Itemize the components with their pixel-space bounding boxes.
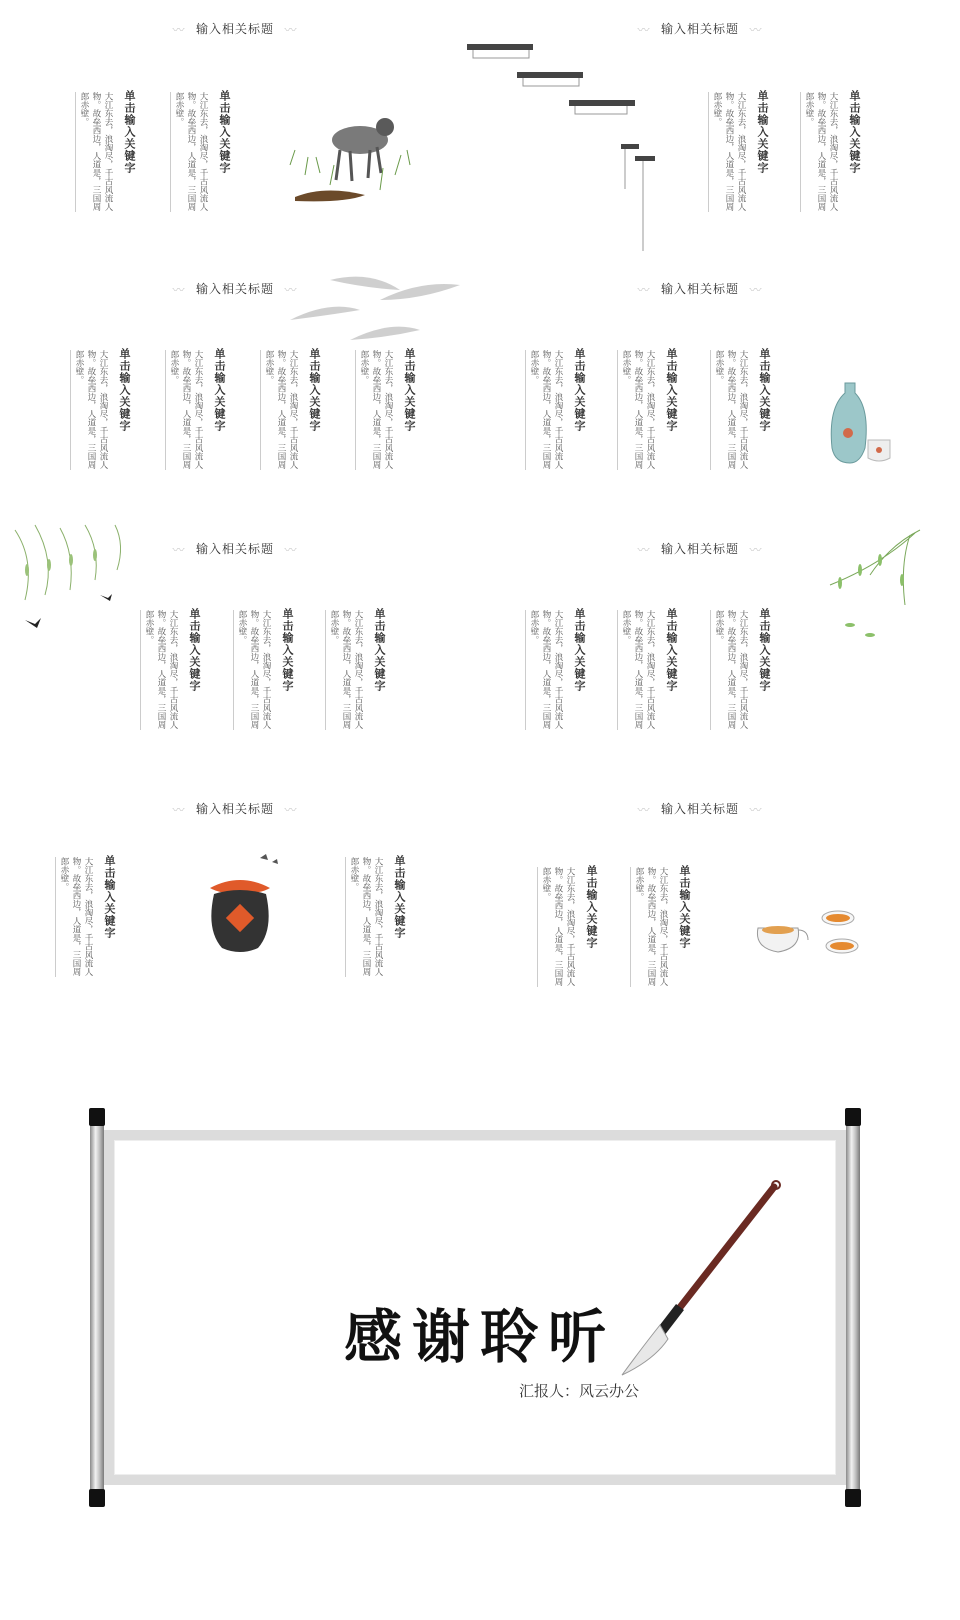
slide-title: 〰 输入相关标题 〰 <box>465 540 935 557</box>
block-body: 大江东去，浪淘尽，千古风流人物。故垒西边，人道是，三国周郎赤壁。 <box>630 867 669 987</box>
slide-title: 〰 输入相关标题 〰 <box>0 280 470 297</box>
text-block[interactable] <box>260 348 330 478</box>
cloud-icon: 〰 <box>284 22 298 37</box>
slide-3 <box>0 260 470 515</box>
text-block[interactable] <box>710 608 780 738</box>
block-heading: 单击输入关键字 <box>123 90 136 174</box>
willow-swallows-illustration <box>5 520 150 640</box>
cloud-icon: 〰 <box>637 282 651 297</box>
cloud-icon: 〰 <box>637 22 651 37</box>
block-body: 大江东去，浪淘尽，千古风流人物。故垒西边，人道是，三国周郎赤壁。 <box>708 92 747 212</box>
block-body: 大江东去，浪淘尽，千古风流人物。故垒西边，人道是，三国周郎赤壁。 <box>70 350 109 470</box>
block-body: 大江东去，浪淘尽，千古风流人物。故垒西边，人道是，三国周郎赤壁。 <box>617 350 656 470</box>
cloud-icon: 〰 <box>749 282 763 297</box>
slide-4 <box>465 260 935 515</box>
block-heading: 单击输入关键字 <box>393 855 406 939</box>
scroll-paper <box>104 1130 846 1485</box>
cloud-icon: 〰 <box>284 282 298 297</box>
block-heading: 单击输入关键字 <box>218 90 231 174</box>
block-heading: 单击输入关键字 <box>308 348 321 432</box>
text-block[interactable] <box>75 90 145 220</box>
block-heading: 单击输入关键字 <box>756 90 769 174</box>
cloud-icon: 〰 <box>172 22 186 37</box>
slide-5 <box>0 520 470 775</box>
cloud-icon: 〰 <box>172 542 186 557</box>
block-heading: 单击输入关键字 <box>573 348 586 432</box>
block-heading: 单击输入关键字 <box>373 608 386 692</box>
text-block[interactable] <box>355 348 425 478</box>
text-block[interactable] <box>617 608 687 738</box>
block-body: 大江东去，浪淘尽，千古风流人物。故垒西边，人道是，三国周郎赤壁。 <box>537 867 576 987</box>
text-block[interactable] <box>70 348 140 478</box>
block-body: 大江东去，浪淘尽，千古风流人物。故垒西边，人道是，三国周郎赤壁。 <box>710 610 749 730</box>
block-body: 大江东去，浪淘尽，千古风流人物。故垒西边，人道是，三国周郎赤壁。 <box>355 350 394 470</box>
block-heading: 单击输入关键字 <box>213 348 226 432</box>
scroll-roller-left <box>90 1110 104 1505</box>
text-block[interactable] <box>165 348 235 478</box>
block-heading: 单击输入关键字 <box>665 348 678 432</box>
block-heading: 单击输入关键字 <box>103 855 116 939</box>
thanks-scroll <box>90 1110 860 1505</box>
text-block[interactable] <box>325 608 395 738</box>
slide-title: 〰 输入相关标题 〰 <box>465 20 935 37</box>
block-body: 大江东去，浪淘尽，千古风流人物。故垒西边，人道是，三国周郎赤壁。 <box>800 92 839 212</box>
slide-1 <box>0 0 470 255</box>
block-heading: 单击输入关键字 <box>403 348 416 432</box>
slide-title: 〰 输入相关标题 〰 <box>465 800 935 817</box>
text-block[interactable] <box>345 855 415 985</box>
cloud-icon: 〰 <box>749 22 763 37</box>
block-body: 大江东去，浪淘尽，千古风流人物。故垒西边，人道是，三国周郎赤壁。 <box>233 610 272 730</box>
slide-title: 〰 输入相关标题 〰 <box>465 280 935 297</box>
text-block[interactable] <box>140 608 210 738</box>
block-body: 大江东去，浪淘尽，千古风流人物。故垒西边，人道是，三国周郎赤壁。 <box>710 350 749 470</box>
block-heading: 单击输入关键字 <box>758 348 771 432</box>
cloud-icon: 〰 <box>172 282 186 297</box>
willow-branch-illustration <box>810 525 925 650</box>
cloud-icon: 〰 <box>637 542 651 557</box>
block-heading: 单击输入关键字 <box>678 865 691 949</box>
block-heading: 单击输入关键字 <box>758 608 771 692</box>
block-body: 大江东去，浪淘尽，千古风流人物。故垒西边，人道是，三国周郎赤壁。 <box>525 610 564 730</box>
wine-jar-illustration <box>200 850 290 960</box>
block-heading: 单击输入关键字 <box>848 90 861 174</box>
text-block[interactable] <box>233 608 303 738</box>
block-heading: 单击输入关键字 <box>585 865 598 949</box>
cloud-icon: 〰 <box>749 542 763 557</box>
cloud-icon: 〰 <box>749 802 763 817</box>
text-block[interactable] <box>617 348 687 478</box>
slide-title: 〰 输入相关标题 〰 <box>0 540 470 557</box>
slide-title: 〰 输入相关标题 〰 <box>0 20 470 37</box>
block-body: 大江东去，浪淘尽，千古风流人物。故垒西边，人道是，三国周郎赤壁。 <box>170 92 209 212</box>
calligraphy-brush-icon <box>604 1175 794 1395</box>
block-body: 大江东去，浪淘尽，千古风流人物。故垒西边，人道是，三国周郎赤壁。 <box>140 610 179 730</box>
cloud-icon: 〰 <box>172 802 186 817</box>
text-block[interactable] <box>710 348 780 478</box>
text-block[interactable] <box>630 865 700 995</box>
block-heading: 单击输入关键字 <box>118 348 131 432</box>
block-body: 大江东去，浪淘尽，千古风流人物。故垒西边，人道是，三国周郎赤壁。 <box>345 857 384 977</box>
block-body: 大江东去，浪淘尽，千古风流人物。故垒西边，人道是，三国周郎赤壁。 <box>55 857 94 977</box>
slide-title: 〰 输入相关标题 〰 <box>0 800 470 817</box>
text-block[interactable] <box>537 865 607 995</box>
roof-eaves-illustration <box>465 40 665 255</box>
block-heading: 单击输入关键字 <box>281 608 294 692</box>
block-body: 大江东去，浪淘尽，千古风流人物。故垒西边，人道是，三国周郎赤壁。 <box>260 350 299 470</box>
text-block[interactable] <box>525 608 595 738</box>
ox-grass-illustration <box>285 105 425 205</box>
cloud-icon: 〰 <box>637 802 651 817</box>
block-heading: 单击输入关键字 <box>573 608 586 692</box>
text-block[interactable] <box>525 348 595 478</box>
block-body: 大江东去，浪淘尽，千古风流人物。故垒西边，人道是，三国周郎赤壁。 <box>617 610 656 730</box>
text-block[interactable] <box>55 855 125 985</box>
block-body: 大江东去，浪淘尽，千古风流人物。故垒西边，人道是，三国周郎赤壁。 <box>525 350 564 470</box>
porcelain-vase-illustration <box>820 378 900 473</box>
block-body: 大江东去，浪淘尽，千古风流人物。故垒西边，人道是，三国周郎赤壁。 <box>165 350 204 470</box>
text-block[interactable] <box>170 90 240 220</box>
tea-set-illustration <box>750 898 870 968</box>
block-body: 大江东去，浪淘尽，千古风流人物。故垒西边，人道是，三国周郎赤壁。 <box>325 610 364 730</box>
slide-7 <box>0 780 470 1035</box>
text-block[interactable] <box>800 90 870 220</box>
thanks-heading: 感谢聆听 <box>344 1303 617 1371</box>
cloud-icon: 〰 <box>284 542 298 557</box>
slide-8 <box>465 780 935 1035</box>
slide-2 <box>465 0 935 255</box>
block-heading: 单击输入关键字 <box>188 608 201 692</box>
reporter-label: 汇报人：风云办公 <box>519 1382 640 1400</box>
cloud-icon: 〰 <box>284 802 298 817</box>
block-body: 大江东去，浪淘尽，千古风流人物。故垒西边，人道是，三国周郎赤壁。 <box>75 92 114 212</box>
block-heading: 单击输入关键字 <box>665 608 678 692</box>
text-block[interactable] <box>708 90 778 220</box>
slide-6 <box>465 520 935 775</box>
scroll-roller-right <box>846 1110 860 1505</box>
